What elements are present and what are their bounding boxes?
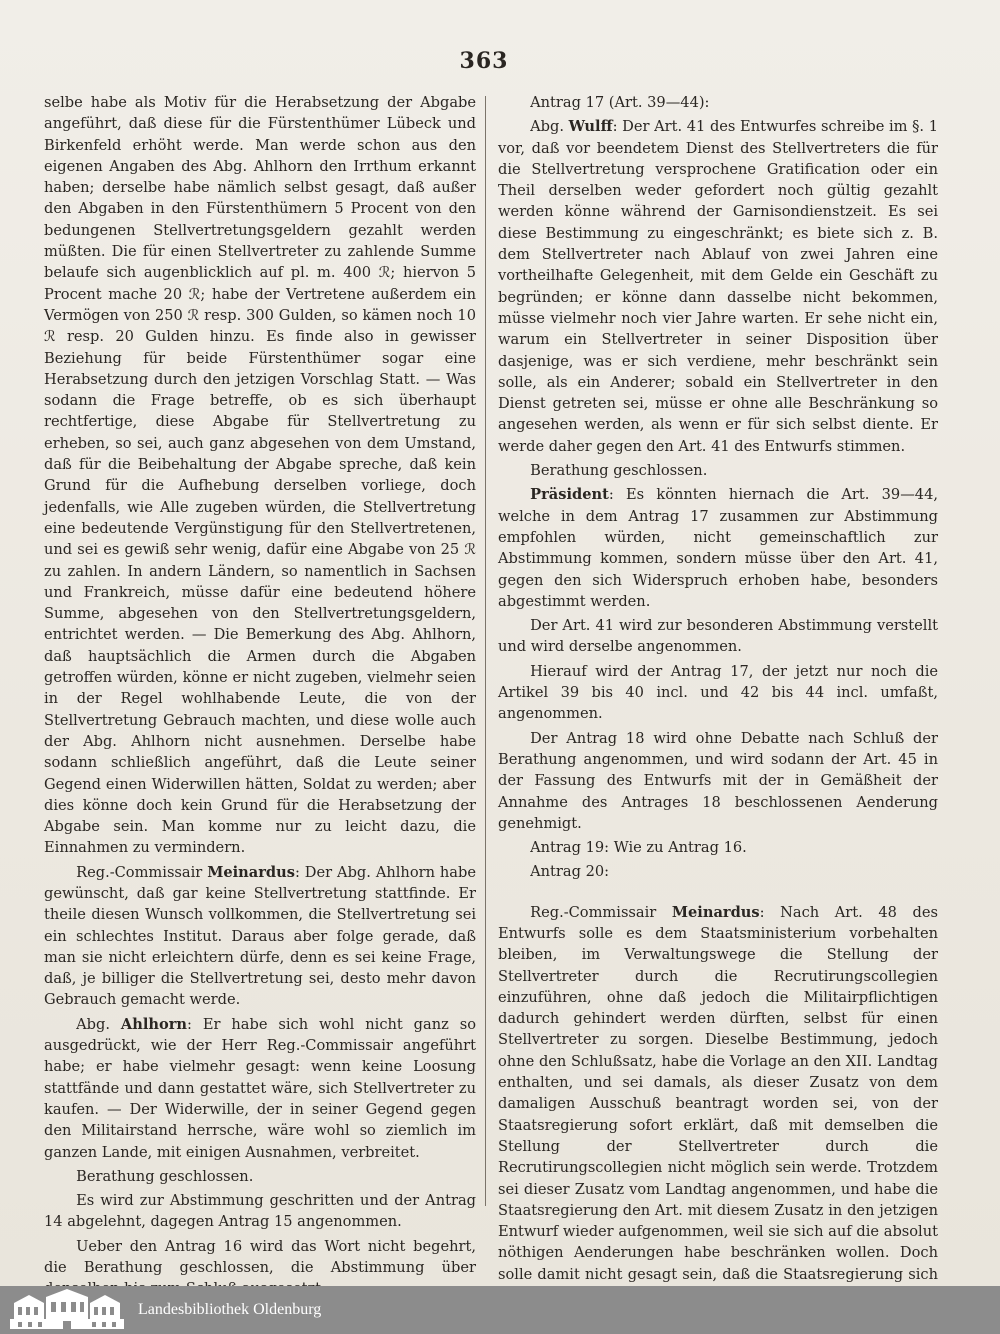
paragraph-text: : Es könnten hiernach die Art. 39—44, welche in dem Antrag 17 zusammen zur Abstimmung empfohlen würden, nicht gemeinschaftlich zur Abstimmung kommen, sondern müsse über den Art. 41, gegen den sich Widerspruch erhoben habe, besonders abgestimmt werden. bbox=[498, 486, 938, 610]
text-paragraph bbox=[44, 92, 476, 859]
speaker-name: Präsident bbox=[530, 486, 609, 504]
speech-paragraph bbox=[498, 902, 938, 1307]
paragraph-text: Antrag 17 (Art. 39—44): bbox=[530, 94, 710, 111]
footer-bar bbox=[0, 1286, 1000, 1334]
text-paragraph bbox=[44, 1166, 476, 1187]
right-column bbox=[498, 92, 938, 1309]
text-paragraph bbox=[498, 92, 938, 113]
paragraph-text: : Nach Art. 48 des Entwurfs solle es dem Staatsministerium vorbehalten bleiben, im Verwaltungswege die Stellung der Stellvertreter durch die Recrutirungscollegien einzuführen, ohne daß jedoch die Militairpflichtigen dadurch gehindert werden dürften, selbst für einen Stellvertreter zu sorgen. Dieselbe Bestimmung, jedoch ohne den Schlußsatz, habe die Vorlage an den XII. Landtag enthalten, und sei damals, als dieser Zusatz von dem damaligen Ausschuß beantragt worden sei, von der Staatsregierung sofort erklärt, daß mit demselben die Stellung der Stellvertreter durch die Recrutirungscollegien nicht möglich sein werde. Trotzdem sei dieser Zusatz vom Landtag angenommen, und habe die Staatsregierung den Art. mit diesem Zusatz in den jetzigen Entwurf wieder aufgenommen, weil sie sich auf die absolut nöthigen Aenderungen habe beschränken wollen. Doch solle damit nicht gesagt sein, daß die Staatsregierung sich bbox=[498, 903, 938, 1283]
library-name: Landesbibliothek Oldenburg bbox=[138, 1301, 322, 1318]
paragraph-text: selbe habe als Motiv für die Herabsetzung der Abgabe angeführt, daß diese für die Fürstenthümer Lübeck und Birkenfeld erhöht werde. Man werde schon aus den eigenen Angaben des Abg. Ahlhorn den Irrthum erkannt haben; derselbe habe nämlich selbst gesagt, daß außer den Abgaben in den Fürstenthümern 5 Procent von den bedungenen Stellvertretungsgeldern gezahlt werden müßten. Die für einen Stellvertreter zu zahlende Summe belaufe sich augenblicklich auf pl. m. 400 ℛ; hiervon 5 Procent mache 20 ℛ; habe der Vertretene außerdem ein Vermögen von 250 ℛ resp. 300 Gulden, so kämen noch 10 ℛ resp. 20 Gulden hinzu. Es finde also in gewisser Beziehung für beide Fürstenthümer sogar eine Herabsetzung durch den jetzigen Vorschlag Statt. — Was sodann die Frage betreffe, ob es sich überhaupt rechtfertige, diese Abgabe für Stellvertretung zu erheben, so sei, auch ganz abgesehen von dem Umstand, daß für die Beibehaltung der Abgabe spreche, daß kein Grund für die Aufhebung derselben vorliege, doch jedenfalls, wie Alle zugeben würden, die Stellvertretung eine bedeutende Vergünstigung für den Stellvertretenen, und sei es gewiß sehr wenig, dafür eine Abgabe von 25 ℛ zu zahlen. In andern Ländern, so namentlich in Sachsen und Frankreich, müsse dafür eine bedeutend höhere Summe, abgesehen von den Stellvertretungsgeldern, entrichtet werden. — Die Bemerkung des Abg. Ahlhorn, daß hauptsächlich die Armen durch die Abgaben getroffen würden, könne er nicht zugeben, vielmehr seien in der Regel wohlhabende Leute, die von der Stellvertretung Gebrauch machten, und diese wolle auch der Abg. Ahlhorn nicht ausnehmen. Derselbe habe sodann schließlich angeführt, daß die Leute seiner Gegend einen Widerwillen hätten, Soldat zu werden; aber dies könne doch kein Grund für die Herabsetzung der Abgabe sein. Man komme nur zu leicht dazu, die Einnahmen zu vermindern. bbox=[44, 94, 476, 857]
column-divider bbox=[485, 96, 486, 1206]
speaker-title: Reg.-Commissair bbox=[530, 903, 672, 921]
text-paragraph bbox=[498, 861, 938, 882]
paragraph-text: Berathung geschlossen. bbox=[76, 1167, 254, 1185]
page-number: 363 bbox=[459, 48, 509, 74]
paragraph-text: : Er habe sich wohl nicht ganz so ausgedrückt, wie der Herr Reg.-Commissair angeführt habe; er habe vielmehr gesagt: wenn keine Loosung stattfände und dann gestattet wäre, sich Stellvertreter zu kaufen. — Der Widerwille, der in seiner Gegend gegen den Militairstand herrsche, wäre wohl so ziemlich im ganzen Lande, mit einigen Ausnahmen, verbreitet. bbox=[44, 1015, 476, 1161]
speech-paragraph bbox=[498, 116, 938, 457]
paragraph-text: : Der Abg. Ahlhorn habe gewünscht, daß gar keine Stellvertretung stattfinde. Er theile diesen Wunsch vollkommen, die Stellvertretung sei ein schlechtes Institut. Daraus aber folge gerade, daß man sie nicht erleichtern dürfe, denn es sei keine Frage, daß, je billiger die Stellvertretung sei, desto mehr davon Gebrauch gemacht werde. bbox=[44, 863, 476, 1009]
speech-paragraph bbox=[44, 862, 476, 1011]
paragraph-text: Hierauf wird der Antrag 17, der jetzt nur noch die Artikel 39 bis 40 incl. und 42 bis 44 incl. umfaßt, angenommen. bbox=[498, 662, 938, 723]
text-paragraph bbox=[498, 661, 938, 725]
paragraph-text: Antrag 19: Wie zu Antrag 16. bbox=[530, 839, 747, 857]
paragraph-text: Der Art. 41 wird zur besonderen Abstimmung verstellt und wird derselbe angenommen. bbox=[498, 617, 938, 656]
speaker-name: Meinardus bbox=[671, 903, 760, 921]
paragraph-text: Antrag 20: bbox=[530, 863, 610, 881]
speaker-name: Ahlhorn bbox=[120, 1015, 188, 1033]
paragraph-text: Es wird zur Abstimmung geschritten und der Antrag 14 abgelehnt, dagegen Antrag 15 angenommen. bbox=[44, 1192, 476, 1231]
text-paragraph bbox=[44, 1190, 476, 1233]
paragraph-gap bbox=[498, 886, 938, 902]
paragraph-text: Der Antrag 18 wird ohne Debatte nach Schluß der Berathung angenommen, und wird sodann der Art. 45 in der Fassung des Entwurfs mit der in Gemäßheit der Annahme des Antrages 18 beschlossenen Aenderung genehmigt. bbox=[498, 729, 938, 832]
text-paragraph bbox=[498, 837, 938, 858]
paragraph-text: : Der Art. 41 des Entwurfes schreibe im §. 1 vor, daß vor beendetem Dienst des Stellvertreters die für die Stellvertretung versprochene Gratification oder ein Theil derselben weder gefordert noch gültig gezahlt werden könne während der Garnisondienstzeit. Es sei diese Bestimmung zu eingeschränkt; es biete sich z. B. dem Stellvertreter nach Ablauf von zwei Jahren eine vortheilhafte Gelegenheit, mit dem Gelde ein Geschäft zu begründen; er könne dann dasselbe nicht bekommen, müsse vielmehr noch vier Jahre warten. Er sehe nicht ein, warum ein Stellvertreter in seiner Disposition über dasjenige, was er sich verdiene, mehr beschränkt sein solle, als ein Anderer; sobald ein Stellvertreter in den Dienst getreten sei, müsse er ohne alle Beschränkung so angesehen werden, als wenn er für sich selbst diente. Er werde daher gegen den Art. 41 des Entwurfs stimmen. bbox=[498, 118, 938, 455]
left-column bbox=[44, 92, 476, 1303]
paragraph-text: Ueber den Antrag 16 wird das Wort nicht begehrt, die Berathung geschlossen, die Abstimmung über bbox=[44, 1237, 476, 1277]
speaker-title: Abg. bbox=[530, 118, 569, 136]
speech-paragraph bbox=[44, 1014, 476, 1163]
text-paragraph bbox=[498, 460, 938, 481]
speech-paragraph bbox=[498, 484, 938, 612]
paragraph-text: Berathung geschlossen. bbox=[530, 462, 708, 480]
speaker-title: Abg. bbox=[76, 1015, 121, 1033]
speaker-name: Wulff bbox=[568, 118, 613, 136]
text-paragraph bbox=[498, 615, 938, 658]
speaker-title: Reg.-Commissair bbox=[76, 863, 208, 881]
speaker-name: Meinardus bbox=[207, 863, 295, 881]
library-building-logo-icon bbox=[8, 1289, 126, 1331]
text-paragraph bbox=[498, 728, 938, 834]
